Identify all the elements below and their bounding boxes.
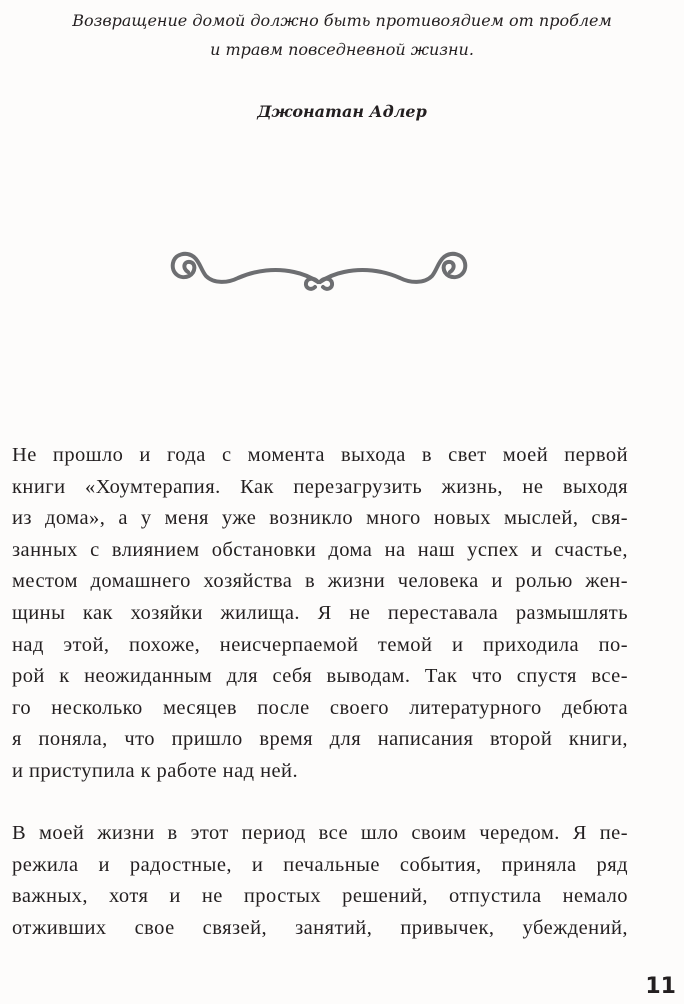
paragraph-1-line: я поняла, что пришло время для написания второй книги, <box>12 728 628 751</box>
paragraph-1-line: занных с влиянием обстановки дома на наш успех и счастье, <box>12 538 628 561</box>
paragraph-1-line: местом домашнего хозяйства в жизни человека и ролью жен- <box>12 570 628 593</box>
page-number: 11 <box>645 974 676 999</box>
paragraph-1 <box>12 440 628 788</box>
paragraph-2-line: режила и радостные, и печальные события, приняла ряд <box>12 853 628 876</box>
paragraph-2-line: важных, хотя и не простых решений, отпустила немало <box>12 885 628 908</box>
epigraph-line-2: и травм повседневной жизни. <box>210 40 474 59</box>
paragraph-1-line: книги «Хоумтерапия. Как перезагрузить жизнь, не выходя <box>12 475 628 498</box>
flourish-divider-icon <box>166 248 472 300</box>
paragraph-2-line: В моей жизни в этот период все шло своим чередом. Я пе- <box>12 822 628 844</box>
epigraph-author: Джонатан Адлер <box>257 102 427 121</box>
paragraph-1-line: щины как хозяйки жилища. Я не переставала размышлять <box>12 601 628 624</box>
paragraph-1-line: го несколько месяцев после своего литературного дебюта <box>12 696 628 719</box>
paragraph-2-line: отживших свое связей, занятий, привычек, убеждений, <box>12 916 628 939</box>
epigraph-line-1: Возвращение домой должно быть противоядием от проблем <box>72 11 612 30</box>
paragraph-1-line: рой к неожиданным для себя выводам. Так что спустя все- <box>12 665 628 688</box>
paragraph-1-line: из дома», а у меня уже возникло много новых мыслей, свя- <box>12 507 628 530</box>
paragraph-1-line: Не прошло и года с момента выхода в свет моей первой <box>12 444 628 466</box>
paragraph-2 <box>12 818 628 944</box>
paragraph-1-line: над этой, похоже, неисчерпаемой темой и приходила по- <box>12 633 628 656</box>
paragraph-1-line: и приступила к работе над ней. <box>12 759 299 782</box>
